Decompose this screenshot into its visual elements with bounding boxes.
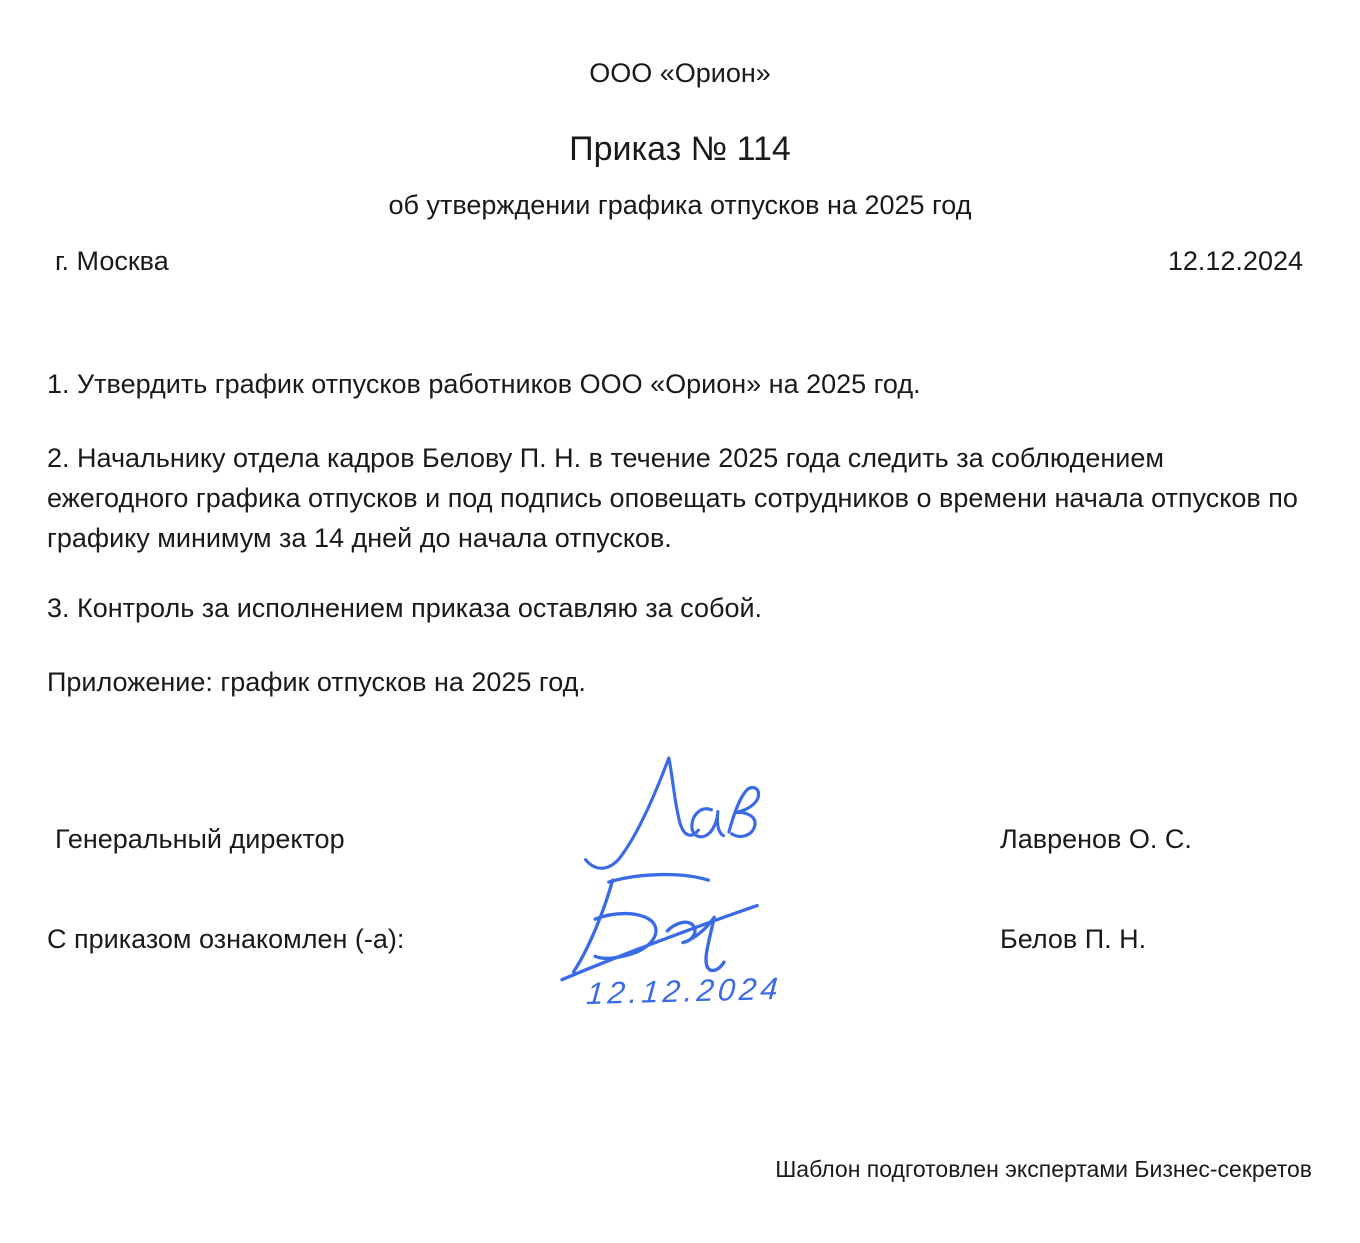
signature-role-acknowledged: С приказом ознакомлен (-а): xyxy=(47,924,405,954)
city-label: г. Москва xyxy=(55,246,169,276)
order-paragraph-2: 2. Начальнику отдела кадров Белову П. Н. в течение 2025 года следить за соблюдением ежегодного графика отпусков и под подпись оповещать сотрудников о времени начала отпусков по графику минимум за 14 дней до начала отпусков. xyxy=(47,443,1298,553)
attachment-line: Приложение: график отпусков на 2025 год. xyxy=(47,667,586,697)
handwritten-signature-acknowledged-ink xyxy=(558,868,763,986)
org-name: ООО «Орион» xyxy=(589,58,771,88)
order-date: 12.12.2024 xyxy=(1167,246,1303,276)
order-subtitle: об утверждении графика отпусков на 2025 год xyxy=(388,190,972,220)
order-paragraph-3: 3. Контроль за исполнением приказа оставляю за собой. xyxy=(47,593,763,623)
signature-name-acknowledged: Белов П. Н. xyxy=(1000,924,1147,954)
order-paragraph-1: 1. Утвердить график отпусков работников ООО «Орион» на 2025 год. xyxy=(47,369,921,399)
order-title: Приказ № 114 xyxy=(569,130,791,168)
handwritten-signature-director-ink xyxy=(580,748,765,878)
signature-name-director: Лавренов О. С. xyxy=(1000,824,1192,854)
handwritten-date: 12.12.2024 xyxy=(585,970,784,1012)
footer-note: Шаблон подготовлен экспертами Бизнес-секретов xyxy=(775,1156,1312,1182)
signature-role-director: Генеральный директор xyxy=(55,824,345,854)
